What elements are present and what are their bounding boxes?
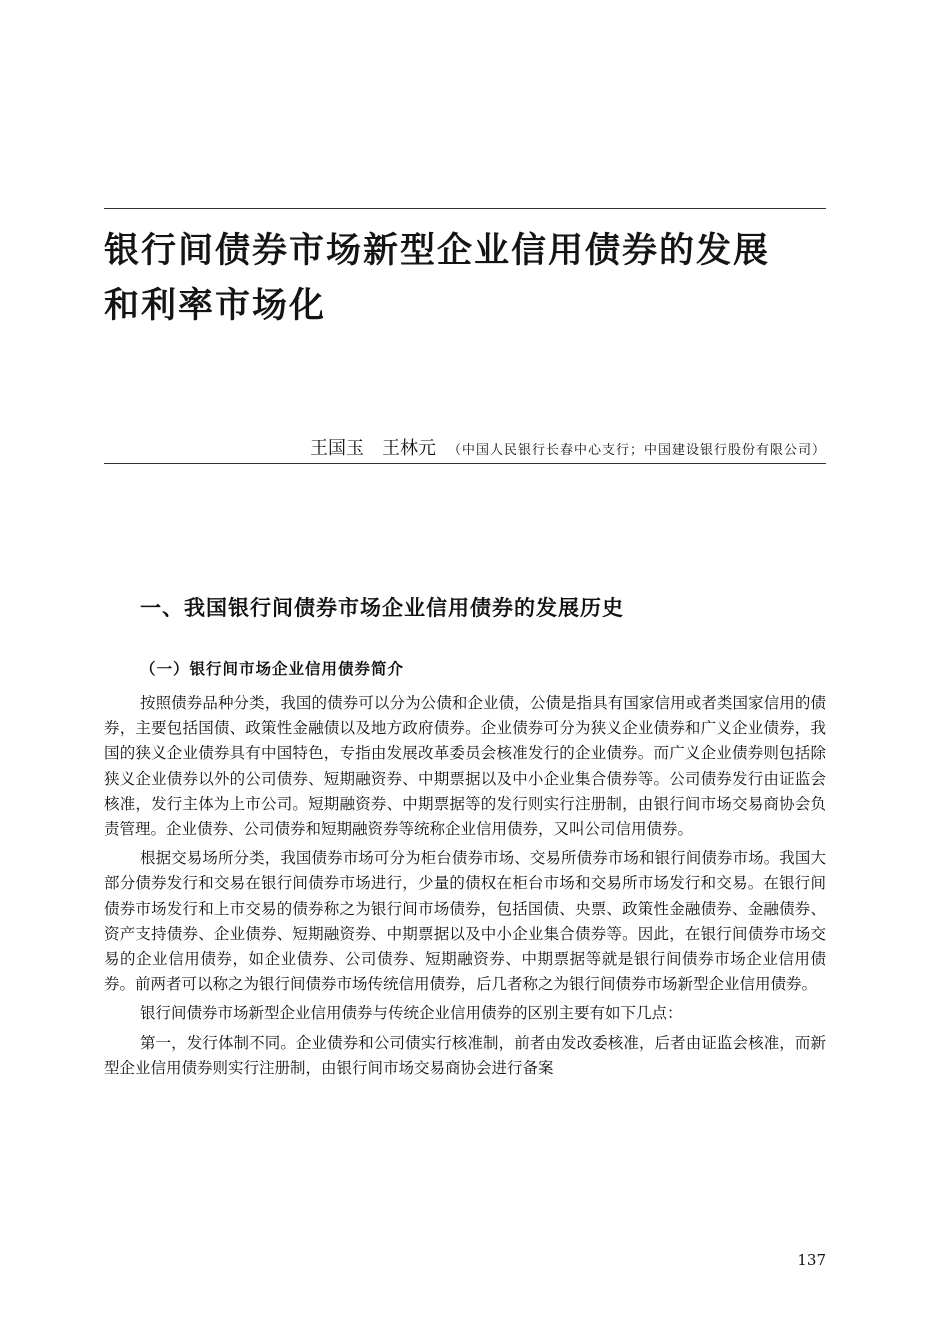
- title-top-rule: [104, 208, 826, 209]
- body-paragraph: 第一，发行体制不同。企业债券和公司债实行核准制，前者由发改委核准，后者由证监会核准，而新型企业信用债券则实行注册制，由银行间市场交易商协会进行备案: [104, 1033, 826, 1077]
- title-line-1: 银行间债券市场新型企业信用债券的发展: [104, 231, 771, 271]
- body-text: [104, 691, 826, 1081]
- author-rule: [104, 463, 826, 464]
- author-affiliation: （中国人民银行长春中心支行；中国建设银行股份有限公司）: [447, 443, 826, 458]
- body-paragraph: 银行间债券市场新型企业信用债券与传统企业信用债券的区别主要有如下几点：: [140, 1004, 683, 1023]
- article-title: [104, 224, 826, 334]
- subsection-heading: （一）银行间市场企业信用债券简介: [140, 659, 405, 678]
- author-name: 王国玉: [309, 438, 364, 459]
- body-paragraph: 按照债券品种分类，我国的债券可以分为公债和企业债，公债是指具有国家信用或者类国家信用的债券，主要包括国债、政策性金融债以及地方政府债券。企业债券可分为狭义企业债券和广义企业债券，我国的狭义企业债券具有中国特色，专指由发展改革委员会核准发行的企业债券。而广义企业债券则包括除狭义企业债券以外的公司债券、短期融资券、中期票据以及中小企业集合债券等。公司债券发行由证监会核准，发行主体为上市公司。短期融资券、中期票据等的发行则实行注册制，由银行间市场交易商协会负责管理。企业债券、公司债券和短期融资券等统称企业信用债券，又叫公司信用债券。: [104, 694, 826, 839]
- body-paragraph: 根据交易场所分类，我国债券市场可分为柜台债券市场、交易所债券市场和银行间债券市场。我国大部分债券发行和交易在银行间债券市场进行，少量的债权在柜台市场和交易所市场发行和交易。在银行间债券市场发行和上市交易的债券称之为银行间市场债券，包括国债、央票、政策性金融债券、金融债券、资产支持债券、企业债券、短期融资券、中期票据以及中小企业集合债券等。因此，在银行间债券市场交易的企业信用债券，如企业债券、公司债券、短期融资券、中期票据等就是银行间债券市场企业信用债券。前两者可以称之为银行间债券市场传统信用债券，后几者称之为银行间债券市场新型企业信用债券。: [104, 849, 826, 994]
- author-name: 王林元: [381, 438, 436, 459]
- title-line-2: 和利率市场化: [104, 286, 327, 326]
- section-heading: 一、我国银行间债券市场企业信用债券的发展历史: [140, 596, 624, 620]
- author-byline: [104, 437, 826, 463]
- page-number: 137: [797, 1251, 826, 1269]
